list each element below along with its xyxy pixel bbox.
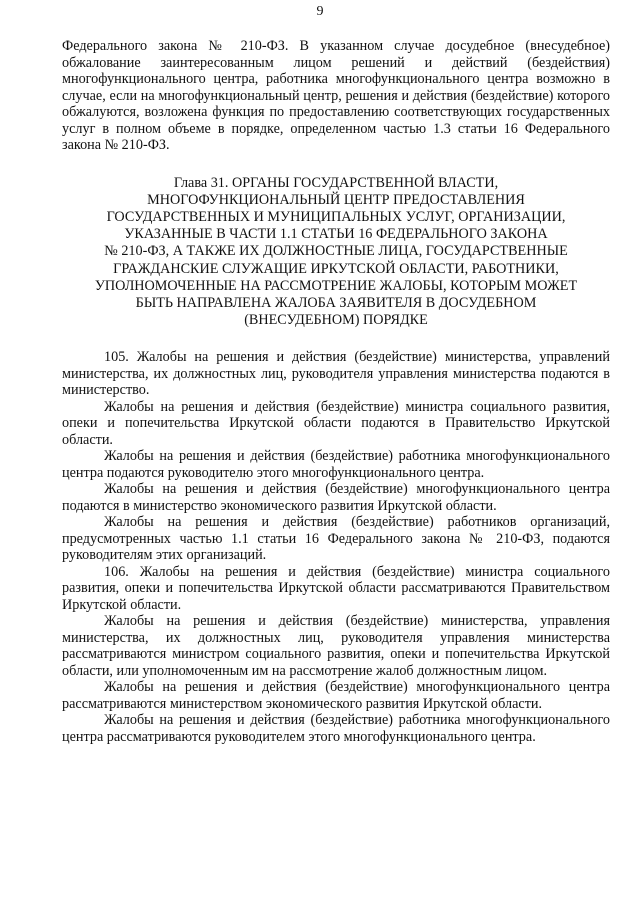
paragraph: Жалобы на решения и действия (бездействие) работника многофункционального центра рассматриваются руководителем этого многофункционального центра. xyxy=(62,712,610,745)
paragraph: Жалобы на решения и действия (бездействие) работника многофункционального центра подаются руководителю этого многофункционального центра. xyxy=(62,448,610,481)
chapter-heading-line: ГОСУДАРСТВЕННЫХ И МУНИЦИПАЛЬНЫХ УСЛУГ, ОРГАНИЗАЦИИ, xyxy=(106,208,566,225)
chapter-heading-line: УПОЛНОМОЧЕННЫЕ НА РАССМОТРЕНИЕ ЖАЛОБЫ, КОТОРЫМ МОЖЕТ xyxy=(94,277,578,294)
chapter-heading-line: МНОГОФУНКЦИОНАЛЬНЫЙ ЦЕНТР ПРЕДОСТАВЛЕНИЯ xyxy=(147,191,525,208)
document-body xyxy=(62,38,610,745)
paragraph: Жалобы на решения и действия (бездействие) министра социального развития, опеки и попечительства Иркутской области подаются в Правительство Иркутской области. xyxy=(62,398,610,448)
chapter-heading-line: (ВНЕСУДЕБНОМ) ПОРЯДКЕ xyxy=(244,312,428,329)
chapter-heading-line: ГРАЖДАНСКИЕ СЛУЖАЩИЕ ИРКУТСКОЙ ОБЛАСТИ, РАБОТНИКИ, xyxy=(113,260,559,277)
paragraph-105: 105. Жалобы на решения и действия (бездействие) министерства, управлений министерства, их должностных лиц, руководителя управления министерства подаются в министерство. xyxy=(62,349,610,399)
chapter-heading-line: Глава 31. ОРГАНЫ ГОСУДАРСТВЕННОЙ ВЛАСТИ, xyxy=(173,174,499,191)
paragraph: Жалобы на решения и действия (бездействие) работников организаций, предусмотренных частью 1.1 статьи 16 Федерального закона № 210-ФЗ, подаются руководителям этих организаций. xyxy=(62,514,610,564)
paragraph: Жалобы на решения и действия (бездействие) министерства, управления министерства, их должностных лиц, руководителя управления министерства рассматриваются министром социального развития, опеки и попечительства Иркутской области, или уполномоченным им на рассмотрение жалоб должностным лицом. xyxy=(62,613,610,679)
chapter-heading-line: УКАЗАННЫЕ В ЧАСТИ 1.1 СТАТЬИ 16 ФЕДЕРАЛЬНОГО ЗАКОНА xyxy=(124,226,548,243)
paragraph: Жалобы на решения и действия (бездействие) многофункционального центра подаются в министерство экономического развития Иркутской области. xyxy=(62,481,610,514)
page-number: 9 xyxy=(316,4,324,19)
paragraph: Жалобы на решения и действия (бездействие) многофункционального центра рассматриваются министерством экономического развития Иркутской области. xyxy=(62,679,610,712)
intro-paragraph: Федерального закона № 210-ФЗ. В указанном случае досудебное (внесудебное) обжалование заинтересованным лицом решений и действий (бездействия) многофункционального центра, работника многофункционального центра возможно в случае, если на многофункциональный центр, решения и действия (бездействие) которого обжалуются, возложена функция по предоставлению соответствующих государственных услуг в полном объеме в порядке, определенном частью 1.3 статьи 16 Федерального закона № 210-ФЗ. xyxy=(62,38,610,153)
chapter-heading-line: № 210-ФЗ, А ТАКЖЕ ИХ ДОЛЖНОСТНЫЕ ЛИЦА, ГОСУДАРСТВЕННЫЕ xyxy=(104,243,568,260)
chapter-heading-line: БЫТЬ НАПРАВЛЕНА ЖАЛОБА ЗАЯВИТЕЛЯ В ДОСУДЕБНОМ xyxy=(135,294,537,311)
chapter-heading xyxy=(62,175,610,330)
paragraph-106: 106. Жалобы на решения и действия (бездействие) министра социального развития, опеки и попечительства Иркутской области рассматриваются Правительством Иркутской области. xyxy=(62,563,610,613)
